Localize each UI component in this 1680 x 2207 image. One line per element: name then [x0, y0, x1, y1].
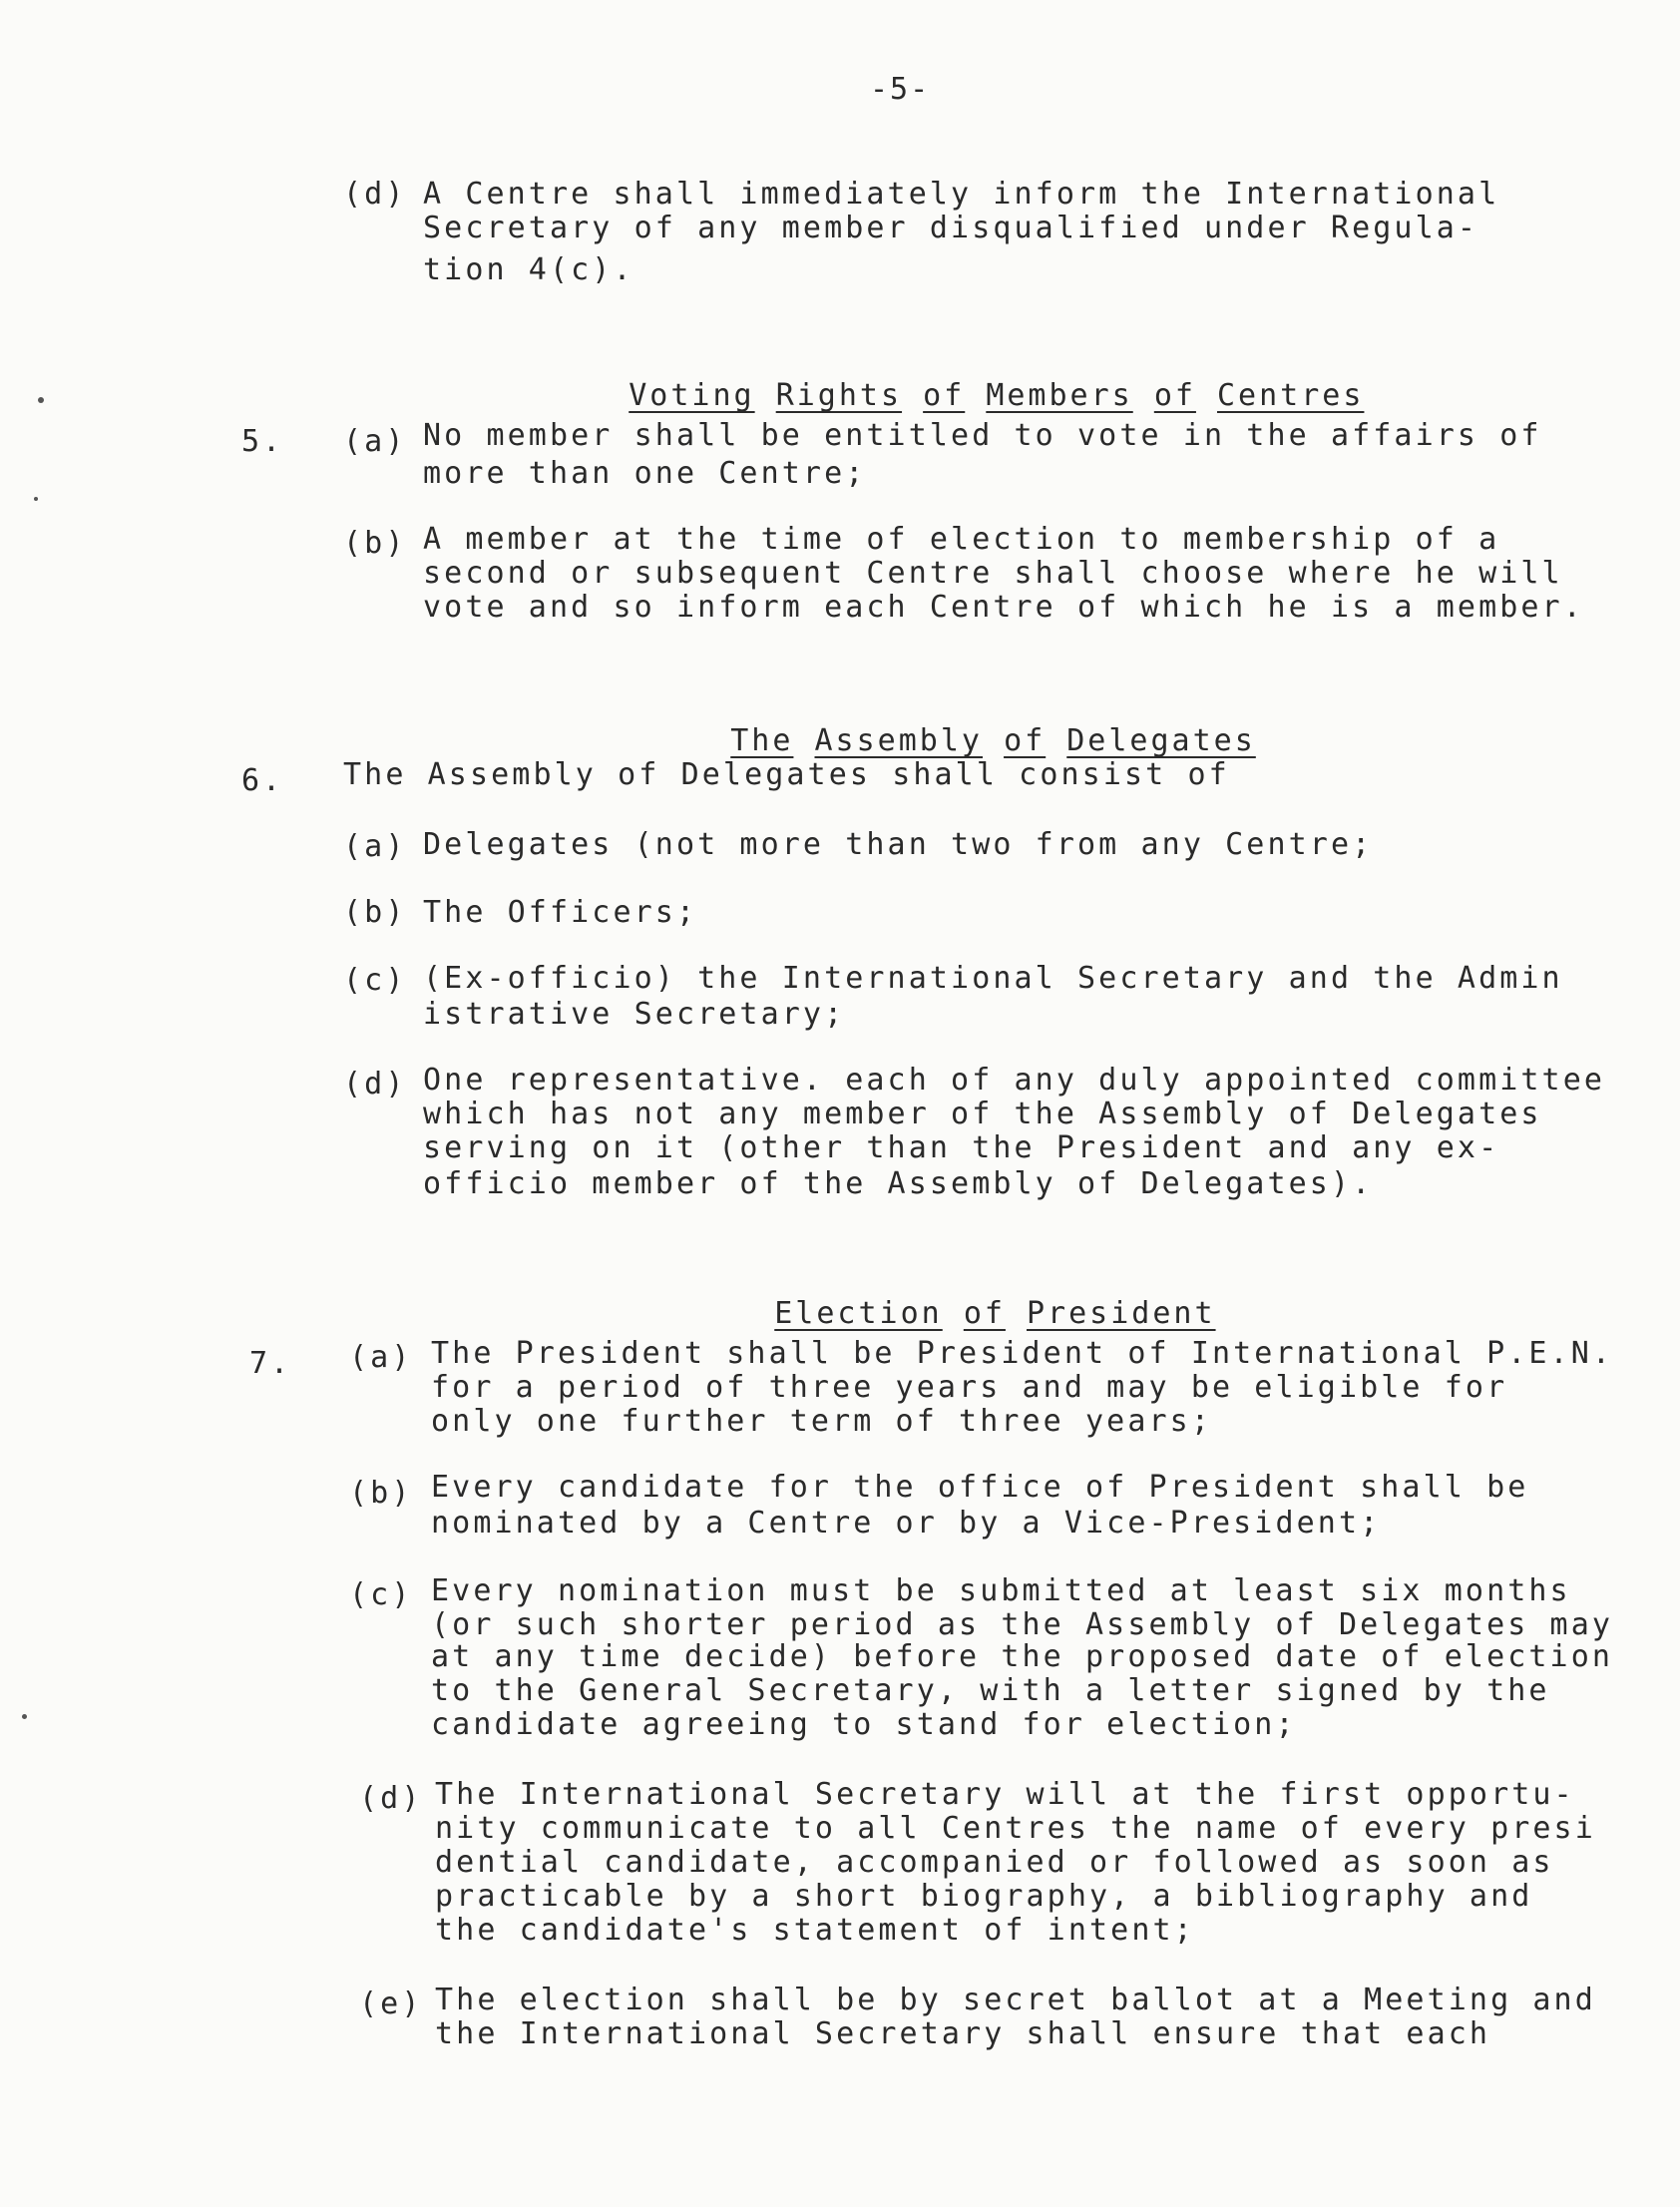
item-line: The President shall be President of International P.E.N. [431, 1336, 1614, 1371]
margin-speck [34, 497, 38, 501]
item-line: The International Secretary will at the first opportu- [435, 1777, 1575, 1812]
item-line: dential candidate, accompanied or followed as soon as [435, 1845, 1554, 1880]
item-line: vote and so inform each Centre of which he is a member. [423, 590, 1584, 625]
item-line: serving on it (other than the President and any ex- [423, 1130, 1500, 1165]
item-line: candidate agreeing to stand for election; [431, 1707, 1297, 1742]
item-line: tion 4(c). [423, 252, 634, 287]
item-line: nity communicate to all Centres the name of every presi [435, 1811, 1596, 1846]
item-label: (b) [343, 526, 407, 561]
item-label: (c) [343, 963, 407, 998]
item-label: (a) [349, 1340, 413, 1375]
section-number: 7. [249, 1346, 292, 1381]
section-number: 6. [241, 763, 284, 798]
item-line: at any time decide) before the proposed date of election [431, 1639, 1614, 1674]
item-label: (c) [349, 1577, 413, 1612]
item-label: (b) [349, 1476, 413, 1511]
section-heading-election: Election of President [774, 1296, 1216, 1331]
item-line: which has not any member of the Assembly of Delegates [423, 1097, 1542, 1131]
item-line: Every nomination must be submitted at least six months [431, 1573, 1571, 1608]
item-label: (b) [343, 895, 407, 930]
section-heading-voting: Voting Rights of Members of Centres [629, 378, 1365, 413]
item-line: (or such shorter period as the Assembly of Delegates may [431, 1607, 1614, 1642]
item-line: to the General Secretary, with a letter signed by the [431, 1673, 1550, 1708]
item-line: officio member of the Assembly of Delegates). [423, 1166, 1374, 1201]
item-line: the International Secretary shall ensure that each [435, 2016, 1491, 2051]
section-heading-assembly: The Assembly of Delegates [730, 723, 1256, 758]
item-line: Secretary of any member disqualified under Regula- [423, 211, 1479, 245]
item-line: practicable by a short biography, a bibliography and [435, 1879, 1533, 1914]
page-number: -5- [870, 72, 931, 107]
item-line: One representative. each of any duly appointed committee [423, 1063, 1606, 1098]
item-line: only one further term of three years; [431, 1404, 1212, 1439]
item-label: (e) [359, 1986, 423, 2021]
item-line: nominated by a Centre or by a Vice-President; [431, 1506, 1382, 1541]
section-number: 5. [241, 424, 284, 459]
item-line: Every candidate for the office of President shall be [431, 1470, 1529, 1505]
item-line: for a period of three years and may be eligible for [431, 1370, 1508, 1405]
item-line: more than one Centre; [423, 456, 867, 491]
item-label: (d) [343, 1067, 407, 1102]
item-line: The election shall be by secret ballot at a Meeting and [435, 1983, 1596, 2017]
item-line: No member shall be entitled to vote in the affairs of [423, 418, 1542, 453]
item-line: the candidate's statement of intent; [435, 1913, 1195, 1948]
item-line: A Centre shall immediately inform the International [423, 177, 1500, 212]
margin-speck [38, 397, 44, 403]
item-label: (d) [343, 177, 407, 212]
item-line: istrative Secretary; [423, 997, 846, 1032]
section-intro: The Assembly of Delegates shall consist of [343, 757, 1230, 792]
item-line: (Ex-officio) the International Secretary and the Admin [423, 961, 1563, 996]
item-label: (d) [359, 1781, 423, 1816]
margin-speck [22, 1714, 27, 1719]
item-line: second or subsequent Centre shall choose where he will [423, 556, 1563, 591]
item-line: A member at the time of election to membership of a [423, 522, 1500, 557]
item-label: (a) [343, 424, 407, 459]
item-line: Delegates (not more than two from any Centre; [423, 827, 1374, 862]
item-label: (a) [343, 829, 407, 864]
item-line: The Officers; [423, 895, 698, 930]
